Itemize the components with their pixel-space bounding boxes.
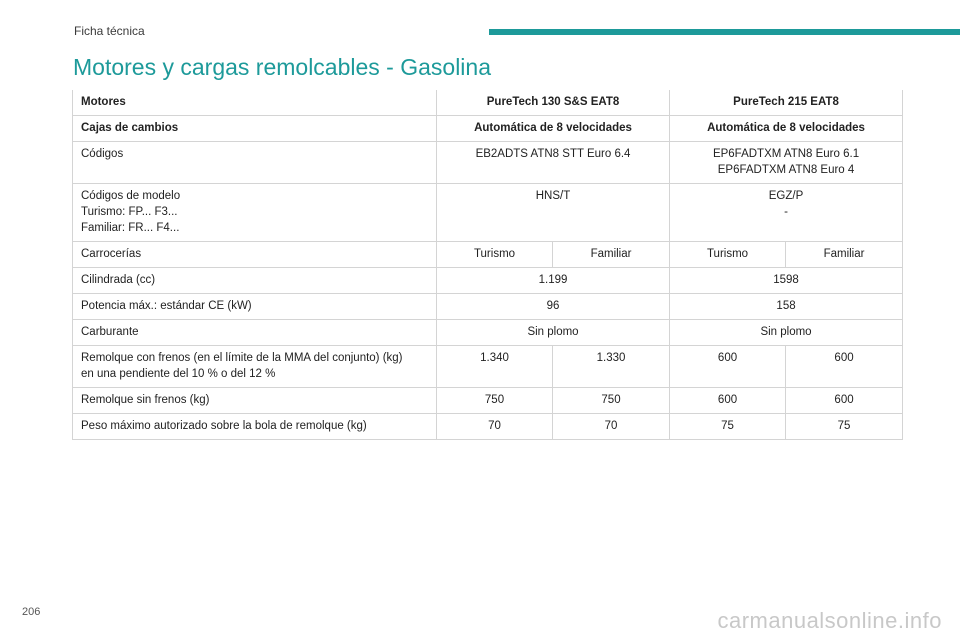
cell-value: 600 xyxy=(786,346,903,388)
table-row-cajas xyxy=(73,116,903,142)
cell-value: Familiar xyxy=(553,242,670,268)
cell-engine-a: PureTech 130 S&S EAT8 xyxy=(437,90,670,116)
cell-value: 70 xyxy=(437,414,553,440)
cell-engine-a: HNS/T xyxy=(437,184,670,242)
cell-value: 1.340 xyxy=(437,346,553,388)
row-label: Peso máximo autorizado sobre la bola de remolque (kg) xyxy=(73,414,437,440)
row-label xyxy=(73,184,437,242)
cell-value: 75 xyxy=(670,414,786,440)
table-row-peso-bola xyxy=(73,414,903,440)
row-label: Códigos xyxy=(73,142,437,184)
row-label: Remolque sin frenos (kg) xyxy=(73,388,437,414)
cell-engine-a: Automática de 8 velocidades xyxy=(437,116,670,142)
table-row-carrocerias xyxy=(73,242,903,268)
cell-engine-b: 1598 xyxy=(670,268,903,294)
cell-value: 600 xyxy=(786,388,903,414)
cell-value: 750 xyxy=(553,388,670,414)
cell-value: 600 xyxy=(670,388,786,414)
section-accent-bar xyxy=(489,29,960,35)
row-label: Cajas de cambios xyxy=(73,116,437,142)
engine-spec-table xyxy=(72,90,903,440)
cell-value: 750 xyxy=(437,388,553,414)
row-label: Cilindrada (cc) xyxy=(73,268,437,294)
page-title: Motores y cargas remolcables - Gasolina xyxy=(73,54,491,80)
label-line: Turismo: FP... F3... xyxy=(81,206,178,218)
table-row-carburante xyxy=(73,320,903,346)
watermark: carmanualsonline.info xyxy=(717,608,942,633)
section-label: Ficha técnica xyxy=(74,24,145,38)
cell-engine-b: Automática de 8 velocidades xyxy=(670,116,903,142)
cell-line: EP6FADTXM ATN8 Euro 6.1 xyxy=(712,148,860,160)
row-label: Carburante xyxy=(73,320,437,346)
label-line: Códigos de modelo xyxy=(81,190,181,202)
cell-value: Familiar xyxy=(786,242,903,268)
table-row-potencia xyxy=(73,294,903,320)
row-label: Potencia máx.: estándar CE (kW) xyxy=(73,294,437,320)
label-line: en una pendiente del 10 % o del 12 % xyxy=(81,368,276,380)
row-label: Carrocerías xyxy=(73,242,437,268)
cell-value: 70 xyxy=(553,414,670,440)
cell-value: 600 xyxy=(670,346,786,388)
row-label: Motores xyxy=(73,90,437,116)
table-row-remolque-frenos xyxy=(73,346,903,388)
label-line: Remolque con frenos (en el límite de la MMA del conjunto) (kg) xyxy=(81,352,403,364)
cell-engine-b xyxy=(670,184,903,242)
cell-engine-a: EB2ADTS ATN8 STT Euro 6.4 xyxy=(437,142,670,184)
cell-engine-a: 96 xyxy=(437,294,670,320)
cell-engine-a: Sin plomo xyxy=(437,320,670,346)
table-row-motores xyxy=(73,90,903,116)
cell-value: 75 xyxy=(786,414,903,440)
table-row-cilindrada xyxy=(73,268,903,294)
cell-engine-a: 1.199 xyxy=(437,268,670,294)
table-row-codigos-modelo xyxy=(73,184,903,242)
cell-line: EGZ/P xyxy=(768,190,804,202)
cell-value: Turismo xyxy=(670,242,786,268)
label-line: Familiar: FR... F4... xyxy=(81,222,180,234)
table-row-codigos xyxy=(73,142,903,184)
cell-engine-b: Sin plomo xyxy=(670,320,903,346)
row-label xyxy=(73,346,437,388)
table-row-remolque-sin-frenos xyxy=(73,388,903,414)
cell-engine-b: PureTech 215 EAT8 xyxy=(670,90,903,116)
page-number: 206 xyxy=(22,606,41,618)
cell-value: 1.330 xyxy=(553,346,670,388)
cell-line: - xyxy=(784,206,788,218)
cell-line: EP6FADTXM ATN8 Euro 4 xyxy=(717,164,855,176)
cell-value: Turismo xyxy=(437,242,553,268)
cell-engine-b: 158 xyxy=(670,294,903,320)
cell-engine-b xyxy=(670,142,903,184)
